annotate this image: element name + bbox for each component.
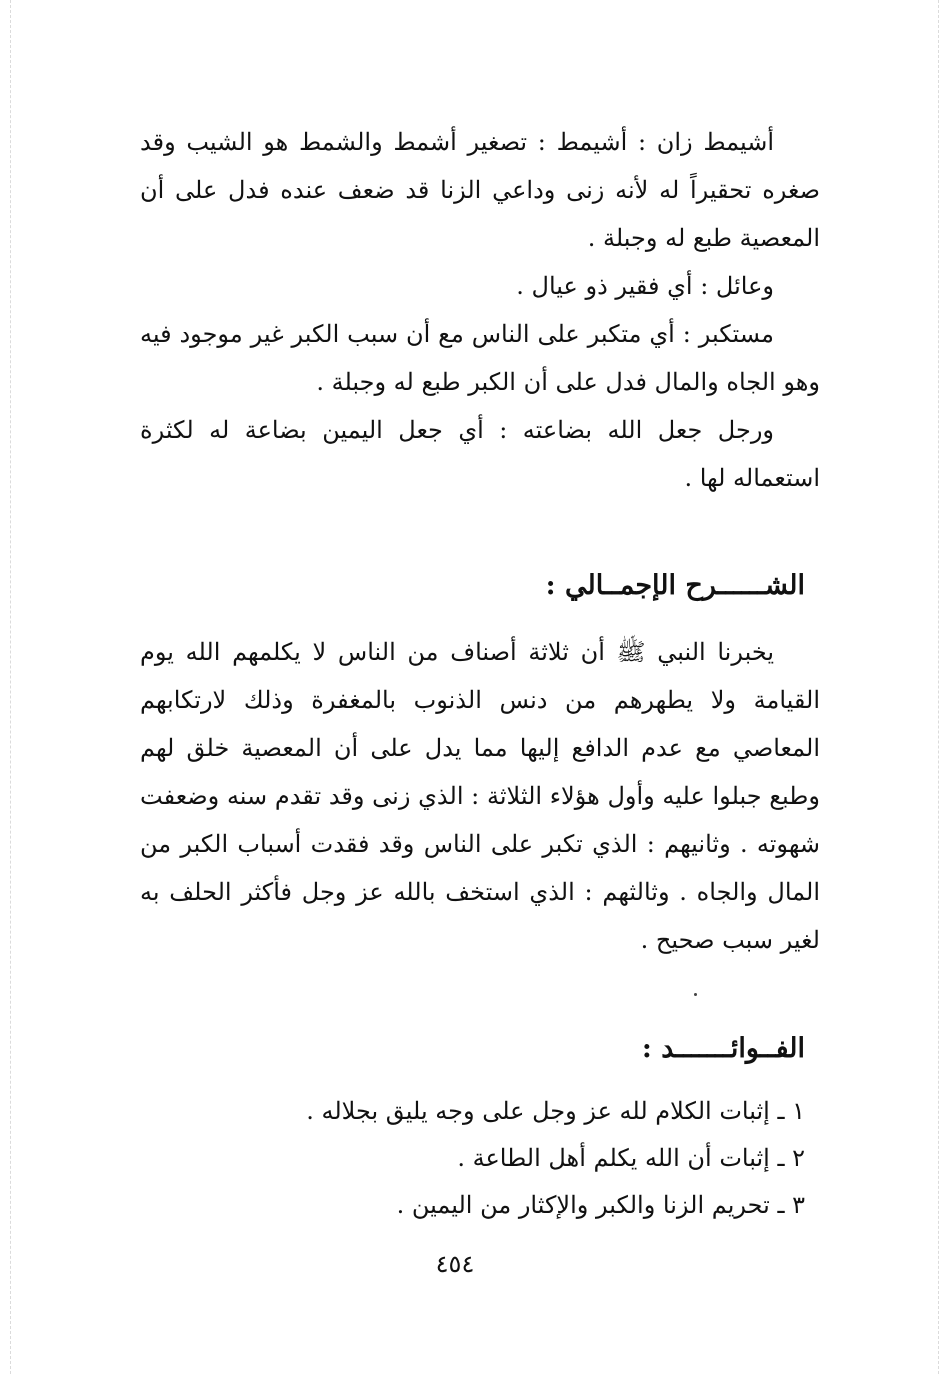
glossary-entry: ورجل جعل الله بضاعته : أي جعل اليمين بضاعة له لكثرة استعماله لها . <box>140 416 820 492</box>
ink-speck <box>694 993 697 996</box>
glossary-entry: مستكبر : أي متكبر على الناس مع أن سبب الكبر غير موجود فيه وهو الجاه والمال فدل على أن الكبر طبع له وجبلة . <box>140 320 820 396</box>
glossary-section <box>140 118 820 502</box>
benefits-heading: الفــوائـــــــد : <box>641 1033 805 1064</box>
glossary-entry: أشيمط زان : أشيمط : تصغير أشمط والشمط هو الشيب وقد صغره تحقيراً له لأنه زنى وداعي الزنا قد ضعف عنده فدل على أن المعصية طبع له وجبلة . <box>140 128 820 252</box>
benefit-item: ٣ ـ تحريم الزنا والكبر والإكثار من اليمين . <box>396 1191 805 1219</box>
summary-heading: الشــــــرح الإجمــالي : <box>545 570 805 601</box>
page-number: ٤٥٤ <box>435 1250 475 1278</box>
glossary-entry: وعائل : أي فقير ذو عيال . <box>516 272 774 300</box>
page-edge-left <box>10 0 12 1374</box>
benefit-item: ١ ـ إثبات الكلام لله عز وجل على وجه يليق بجلاله . <box>306 1097 805 1125</box>
page-edge-right <box>938 0 940 1374</box>
benefit-item: ٢ ـ إثبات أن الله يكلم أهل الطاعة . <box>457 1144 805 1172</box>
summary-section <box>140 628 820 964</box>
benefits-list <box>306 1088 805 1229</box>
summary-body: يخبرنا النبي ﷺ أن ثلاثة أصناف من الناس لا يكلمهم الله يوم القيامة ولا يطهرهم من دنس الذنوب بالمغفرة وذلك لارتكابهم المعاصي مع عدم الدافع إليها مما يدل على أن المعصية خلق لهم وطبع جبلوا عليه وأول هؤلاء الثلاثة : الذي زنى وقد تقدم سنه وضعفت شهوته . وثانيهم : الذي تكبر على الناس وقد فقدت أسباب الكبر من المال والجاه . وثالثهم : الذي استخف بالله عز وجل فأكثر الحلف به لغير سبب صحيح . <box>140 638 820 954</box>
